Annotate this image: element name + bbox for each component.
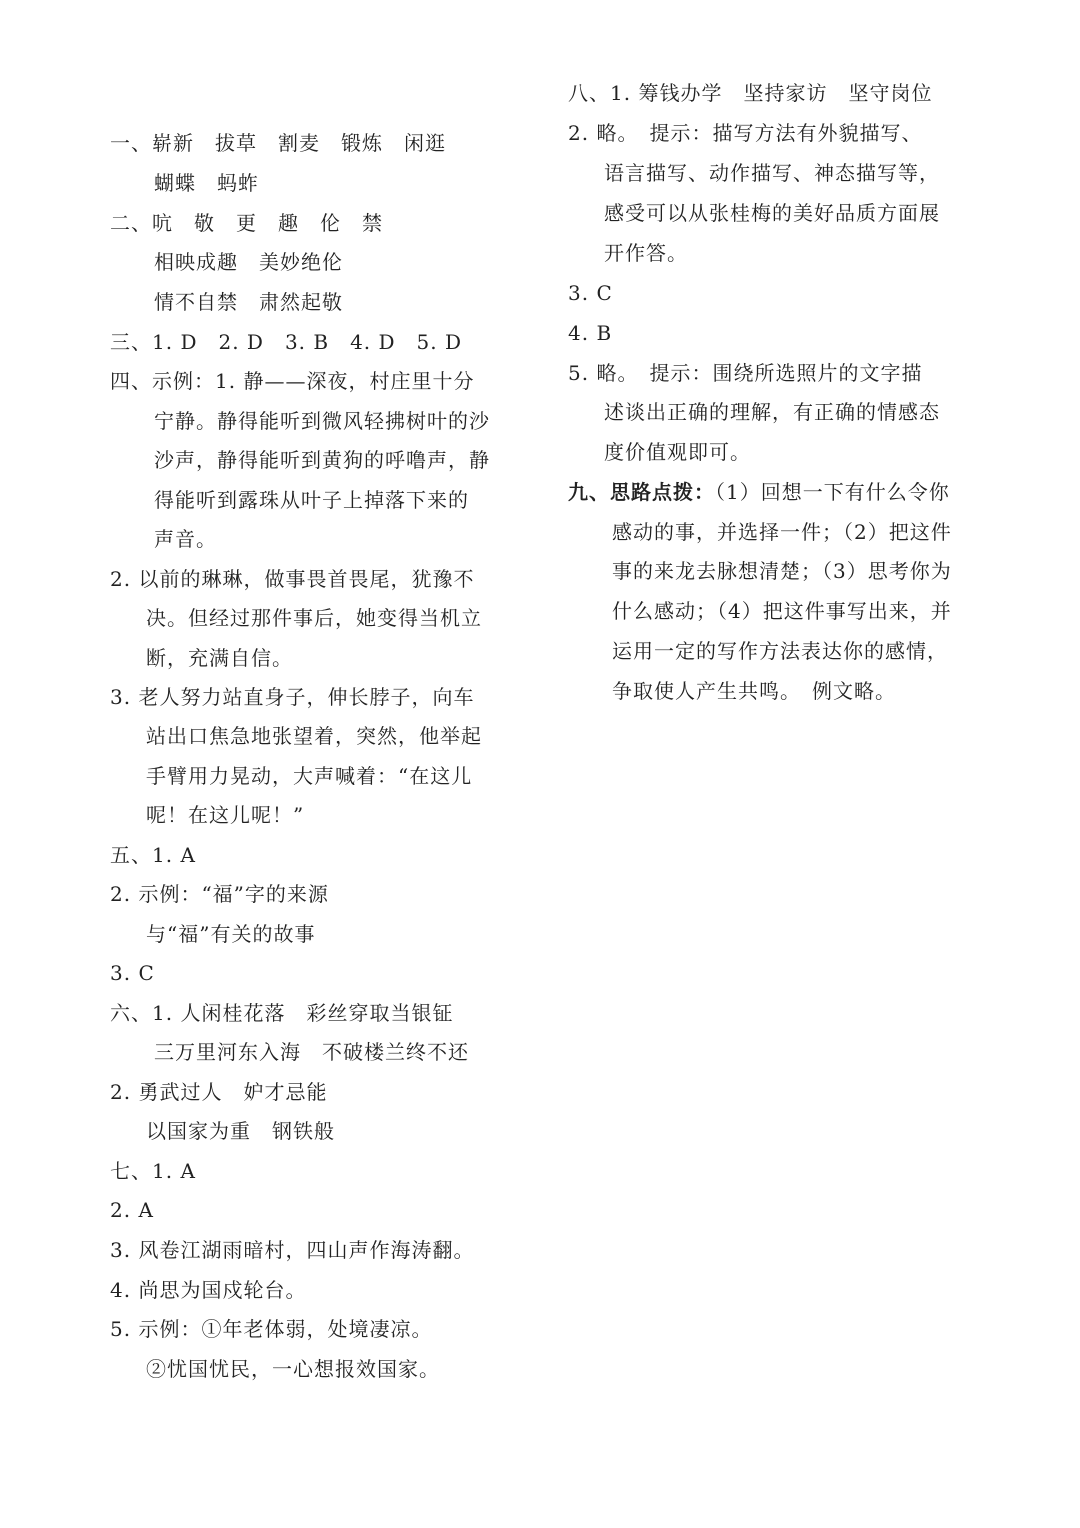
answer-8-2-line-4: 开作答。: [604, 241, 688, 265]
answer-2-line-3: 情不自禁 肃然起敬: [154, 290, 343, 314]
answer-2-line-1: 二、吭 敬 更 趣 伦 禁: [110, 211, 383, 235]
answer-7-4-line-1: 4. 尚思为国戍轮台。: [110, 1278, 307, 1302]
answer-9-line-2: 感动的事，并选择一件；（2）把这件: [612, 520, 952, 544]
answer-4-3-line-2: 站出口焦急地张望着，突然，他举起: [146, 724, 482, 748]
answer-5-2-line-2: 与“福”有关的故事: [146, 922, 316, 946]
answer-9-line-5: 运用一定的写作方法表达你的感情，: [612, 639, 948, 663]
answer-8-5-line-2: 述谈出正确的理解，有正确的情感态: [604, 400, 940, 424]
answer-9-line-3: 事的来龙去脉想清楚；（3）思考你为: [612, 559, 952, 583]
answer-8-3-line-1: 3. C: [568, 281, 613, 305]
answer-4-3-line-1: 3. 老人努力站直身子，伸长脖子，向车: [110, 685, 475, 709]
answer-1-line-2: 蝴蝶 蚂蚱: [154, 171, 259, 195]
answer-2-line-2: 相映成趣 美妙绝伦: [154, 250, 343, 274]
answer-9-line-4: 什么感动；（4）把这件事写出来，并: [612, 599, 952, 623]
answer-4-2-line-1: 2. 以前的琳琳，做事畏首畏尾，犹豫不: [110, 567, 475, 591]
answer-4-line-4: 得能听到露珠从叶子上掉落下来的: [154, 488, 469, 512]
answer-4-2-line-3: 断，充满自信。: [146, 646, 293, 670]
answer-8-4-line-1: 4. B: [568, 321, 613, 345]
answer-6-line-1: 六、1. 人闲桂花落 彩丝穿取当银钲: [110, 1001, 454, 1025]
answer-8-5-line-1: 5. 略。 提示：围绕所选照片的文字描: [568, 361, 923, 385]
answer-4-line-3: 沙声，静得能听到黄狗的呼噜声，静: [154, 448, 490, 472]
answer-3-line-1: 三、1. D 2. D 3. B 4. D 5. D: [110, 330, 463, 354]
answer-8-2-line-1: 2. 略。 提示：描写方法有外貌描写、: [568, 121, 923, 145]
answer-7-5-line-2: ②忧国忧民，一心想报效国家。: [146, 1357, 440, 1381]
answer-9-label: 九、思路点拨：: [568, 480, 715, 504]
answer-6-2-line-2: 以国家为重 钢铁般: [146, 1119, 335, 1143]
answer-5-line-1: 五、1. A: [110, 843, 196, 867]
answer-5-2-line-1: 2. 示例：“福”字的来源: [110, 882, 329, 906]
answer-9-text: （1）回想一下有什么令你: [715, 480, 950, 504]
answer-9-line-1: [568, 478, 950, 506]
answer-4-3-line-4: 呢！在这儿呢！”: [146, 803, 305, 827]
answer-7-2-line-1: 2. A: [110, 1198, 154, 1222]
answer-4-line-1: 四、示例：1. 静——深夜，村庄里十分: [110, 369, 475, 393]
answer-8-5-line-3: 度价值观即可。: [604, 440, 751, 464]
answer-7-line-1: 七、1. A: [110, 1159, 196, 1183]
answer-1-line-1: 一、崭新 拔草 割麦 锻炼 闲逛: [110, 131, 446, 155]
answer-7-5-line-1: 5. 示例：①年老体弱，处境凄凉。: [110, 1317, 433, 1341]
answer-7-3-line-1: 3. 风卷江湖雨暗村，四山声作海涛翻。: [110, 1238, 475, 1262]
answer-4-line-5: 声音。: [154, 527, 217, 551]
answer-8-2-line-2: 语言描写、动作描写、神态描写等，: [604, 161, 940, 185]
answer-4-3-line-3: 手臂用力晃动，大声喊着：“在这儿: [146, 764, 473, 788]
answer-6-line-2: 三万里河东入海 不破楼兰终不还: [154, 1040, 469, 1064]
answer-8-line-1: 八、1. 筹钱办学 坚持家访 坚守岗位: [568, 81, 933, 105]
answer-9-line-6: 争取使人产生共鸣。 例文略。: [612, 679, 896, 703]
answer-4-line-2: 宁静。静得能听到微风轻拂树叶的沙: [154, 409, 490, 433]
answer-4-2-line-2: 决。但经过那件事后，她变得当机立: [146, 606, 482, 630]
answer-6-2-line-1: 2. 勇武过人 妒才忌能: [110, 1080, 328, 1104]
answer-8-2-line-3: 感受可以从张桂梅的美好品质方面展: [604, 201, 940, 225]
answer-5-3-line-1: 3. C: [110, 961, 155, 985]
